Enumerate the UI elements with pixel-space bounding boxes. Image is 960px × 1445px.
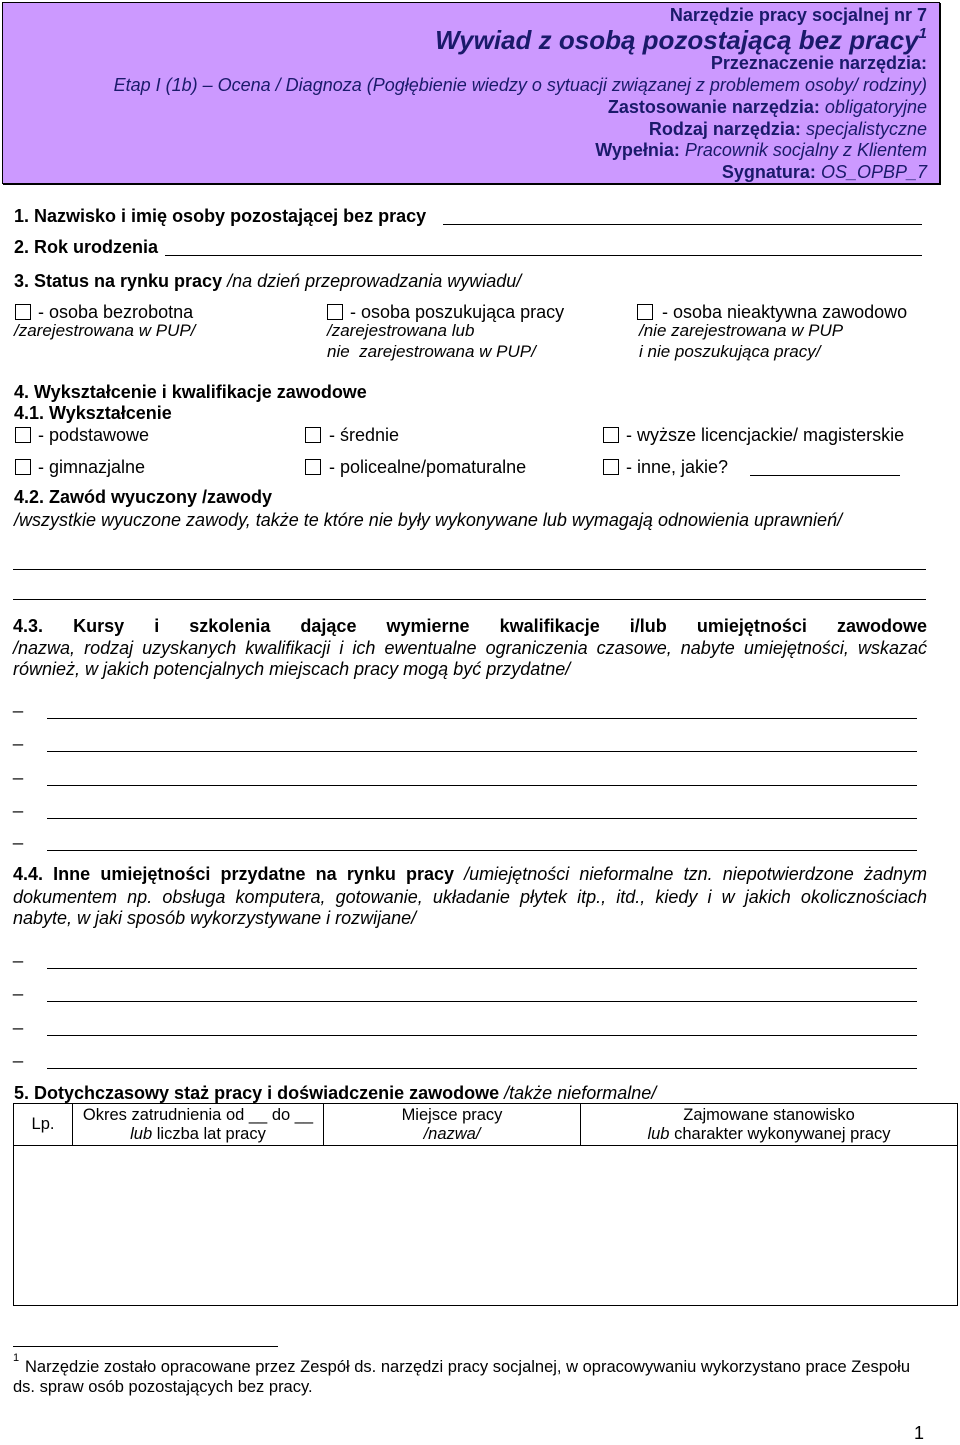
other-skills-bullet: _	[13, 943, 24, 963]
other-skills-field-1[interactable]	[47, 949, 917, 969]
col-period-line1: Okres zatrudnienia od __ do __	[82, 1105, 314, 1124]
title-text: Wywiad z osobą pozostającą bez pracy	[435, 25, 919, 55]
courses-bullet: _	[13, 726, 24, 746]
option-secondary-label: - średnie	[329, 425, 400, 445]
footnote-line-2: ds. spraw osób pozostających bez pracy.	[13, 1378, 313, 1396]
other-skills-bullet: _	[13, 976, 24, 996]
col-lp-header	[14, 1104, 73, 1146]
courses-bullet: _	[13, 825, 24, 845]
col-position-header	[581, 1104, 958, 1146]
courses-field-2[interactable]	[47, 732, 917, 752]
filled-by-row	[595, 140, 927, 160]
application-label: Zastosowanie narzędzia:	[607, 97, 820, 117]
other-skills-label: 4.4. Inne umiejętności przydatne na rynku pracy	[13, 864, 455, 884]
checkbox-job-seeking[interactable]	[327, 304, 343, 320]
work-history-heading	[14, 1083, 656, 1103]
other-skills-field-2[interactable]	[47, 982, 917, 1002]
page-number: 1	[914, 1423, 925, 1443]
profession-note: /wszystkie wyuczone zawody, także te które nie były wykonywane lub wymagają odnowienia uprawnień/	[14, 510, 843, 530]
checkbox-post-secondary[interactable]	[305, 459, 321, 475]
checkbox-lower-secondary[interactable]	[15, 459, 31, 475]
application-row	[608, 97, 927, 117]
courses-heading: 4.3. Kursy i szkolenia dające wymierne kwalifikacje i/lub umiejętności zawodowe	[13, 616, 927, 636]
other-skills-bullet: _	[13, 1043, 24, 1063]
other-education-field[interactable]	[750, 457, 900, 476]
checkbox-inactive[interactable]	[637, 304, 653, 320]
type-value: specjalistyczne	[805, 119, 927, 139]
filled-by-value: Pracownik socjalny z Klientem	[684, 140, 927, 160]
col-place-line1: Miejsce pracy	[401, 1105, 503, 1124]
courses-bullet: _	[13, 693, 24, 713]
other-skills-bullet: _	[13, 1010, 24, 1030]
signature-label: Sygnatura:	[721, 162, 816, 182]
option-inactive-label: - osoba nieaktywna zawodowo	[662, 302, 908, 322]
other-skills-note-line-1: /umiejętności nieformalne tzn. niepotwierdzone żadnym	[464, 864, 927, 884]
option-higher-label: - wyższe licencjackie/ magisterskie	[626, 425, 905, 445]
education-section-heading: 4. Wykształcenie i kwalifikacje zawodowe	[14, 382, 367, 402]
checkbox-secondary[interactable]	[305, 427, 321, 443]
other-skills-field-4[interactable]	[47, 1049, 917, 1069]
col-period-years: liczba lat pracy	[156, 1124, 266, 1143]
work-history-label: 5. Dotychczasowy staż pracy i doświadczenie zawodowe	[14, 1083, 500, 1103]
col-position-line2	[581, 1125, 957, 1144]
option-unemployed-label: - osoba bezrobotna	[38, 302, 194, 322]
option-job-seeking-note-2: nie zarejestrowana w PUP/	[327, 342, 536, 361]
title-footnote-ref: 1	[918, 25, 927, 42]
birth-year-label: 2. Rok urodzenia	[14, 237, 159, 257]
col-position-nature: charakter wykonywanej pracy	[674, 1124, 891, 1143]
purpose-label: Przeznaczenie narzędzia:	[710, 53, 927, 73]
labor-status-note: /na dzień przeprowadzania wywiadu/	[227, 271, 522, 291]
footnote-separator	[13, 1346, 278, 1347]
profession-field-2[interactable]	[13, 580, 926, 600]
col-place-name: /nazwa/	[423, 1124, 481, 1143]
other-skills-note-line-2: dokumentem np. obsługa komputera, gotowanie, układanie płytek itp., itd., kiedy i w jakich okolicznościach	[13, 887, 927, 907]
filled-by-label: Wypełnia:	[595, 140, 680, 160]
col-place-line2	[324, 1125, 580, 1144]
option-job-seeking-label: - osoba poszukująca pracy	[350, 302, 565, 322]
other-skills-heading	[13, 864, 927, 884]
work-history-body[interactable]	[14, 1146, 958, 1306]
option-primary-label: - podstawowe	[38, 425, 150, 445]
courses-bullet: _	[13, 760, 24, 780]
courses-field-5[interactable]	[47, 831, 917, 851]
checkbox-higher[interactable]	[603, 427, 619, 443]
footnote-mark: 1	[13, 1352, 20, 1364]
profession-field-1[interactable]	[13, 550, 926, 570]
purpose-value: Etap I (1b) – Ocena / Diagnoza (Pogłębienie wiedzy o sytuacji związanej z problemem osoby/ rodziny)	[113, 75, 927, 95]
option-lower-secondary-label: - gimnazjalne	[38, 457, 146, 477]
courses-note-line-2: również, w jakich potencjalnych miejscach pracy mogą być przydatne/	[13, 659, 571, 679]
work-history-table	[13, 1103, 958, 1306]
footnote-line-1: Narzędzie zostało opracowane przez Zespół ds. narzędzi pracy socjalnej, w opracowywaniu wykorzystano prace Zespołu	[25, 1358, 911, 1376]
education-heading: 4.1. Wykształcenie	[14, 403, 172, 423]
type-row	[649, 119, 927, 139]
courses-bullet: _	[13, 793, 24, 813]
courses-field-1[interactable]	[47, 699, 917, 719]
option-other-label: - inne, jakie?	[626, 457, 729, 477]
option-inactive-note-1: /nie zarejestrowana w PUP	[639, 321, 844, 340]
option-job-seeking-note-1: /zarejestrowana lub	[327, 321, 475, 340]
labor-status-heading	[14, 271, 521, 291]
signature-value: OS_OPBP_7	[820, 162, 927, 182]
option-unemployed-note: /zarejestrowana w PUP/	[14, 321, 196, 340]
col-position-or: lub	[647, 1124, 670, 1143]
profession-heading: 4.2. Zawód wyuczony /zawody	[14, 487, 273, 507]
option-inactive-note-2: i nie poszukująca pracy/	[639, 342, 821, 361]
name-field[interactable]	[443, 206, 922, 225]
other-skills-note-line-3: nabyte, w jaki sposób wykorzystywane i rozwijane/	[13, 908, 417, 928]
work-history-note: /także nieformalne/	[504, 1083, 657, 1103]
checkbox-primary[interactable]	[15, 427, 31, 443]
option-post-secondary-label: - policealne/pomaturalne	[329, 457, 527, 477]
col-period-line2	[73, 1125, 323, 1144]
birth-year-field[interactable]	[165, 237, 922, 256]
labor-status-label: 3. Status na rynku pracy	[14, 271, 223, 291]
col-period-header	[73, 1104, 324, 1146]
col-place-header	[324, 1104, 581, 1146]
col-lp-label: Lp.	[31, 1115, 55, 1133]
checkbox-other[interactable]	[603, 459, 619, 475]
name-label: 1. Nazwisko i imię osoby pozostającej bez pracy	[14, 206, 427, 226]
courses-field-4[interactable]	[47, 799, 917, 819]
application-value: obligatoryjne	[824, 97, 927, 117]
other-skills-field-3[interactable]	[47, 1016, 917, 1036]
checkbox-unemployed[interactable]	[15, 304, 31, 320]
col-period-or: lub	[130, 1124, 153, 1143]
signature-row	[722, 162, 927, 182]
page-title	[435, 25, 927, 55]
courses-note-line-1: /nazwa, rodzaj uzyskanych kwalifikacji i ich ewentualne ograniczenia czasowe, nabyte umiejętności, wskazać	[13, 638, 927, 658]
type-label: Rodzaj narzędzia:	[648, 119, 801, 139]
courses-field-3[interactable]	[47, 766, 917, 786]
col-position-line1: Zajmowane stanowisko	[683, 1105, 855, 1124]
tool-number: Narzędzie pracy socjalnej nr 7	[669, 5, 927, 25]
